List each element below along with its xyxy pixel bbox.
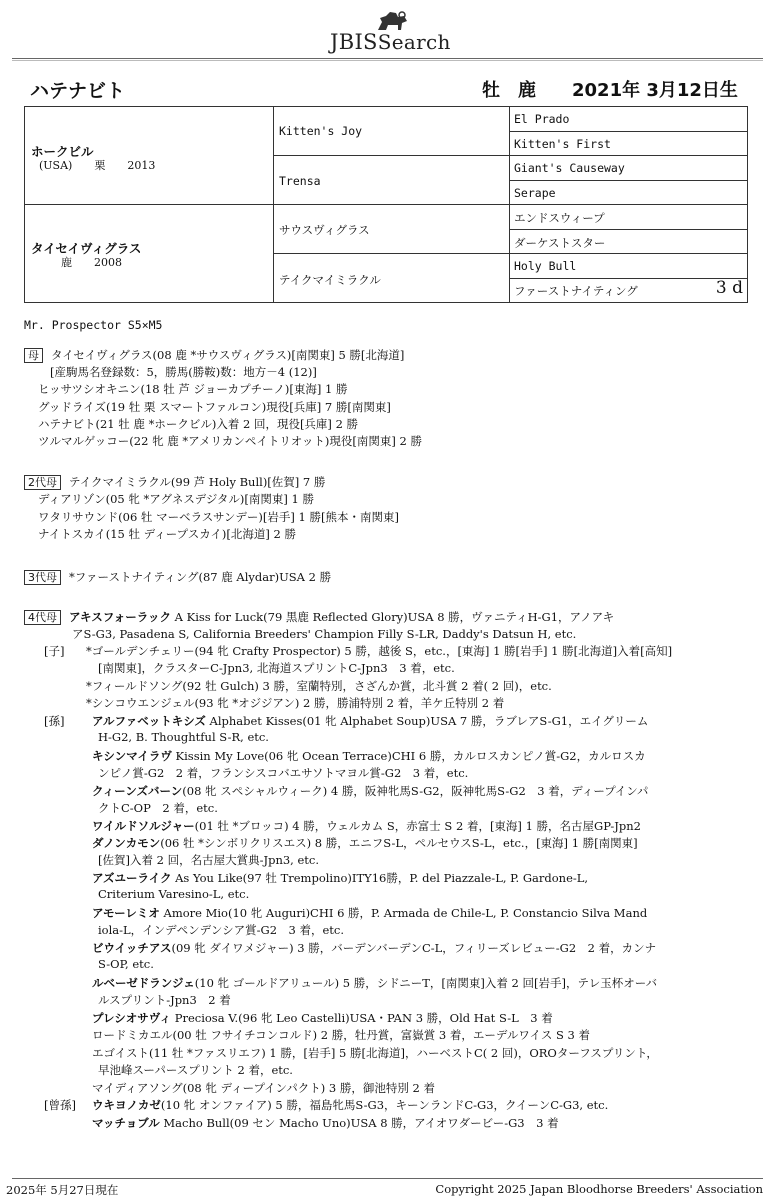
grandchild-8: ビウイッチアス(09 牝 ダイワメジャー) 3 勝，バーデンバーデンC-L，フィリーズレビュー-G2 2 着，カンナ — [92, 941, 657, 955]
g2-name-1[interactable]: Kitten's Joy — [279, 124, 363, 138]
g4dam-head-cont: アS-G3, Pasadena S, California Breeders' Champion Filly S-LR, Daddy's Datsun H, etc. — [72, 627, 577, 641]
grandchild-3-cont: クトC-OP 2 着，etc. — [98, 801, 218, 815]
grandchild-3: クィーンズバーン(08 牝 スペシャルウィーク) 4 勝，阪神牝馬S-G2，阪神牝馬S-G2 3 着，ディープインパ — [92, 784, 649, 798]
g4dam-head: 4代母 アキスフォーラック A Kiss for Luck(79 黒鹿 Reflected Glory)USA 8 勝，ヴァニティH-G1，アノアキ — [24, 609, 614, 625]
g2dam-line-4: ナイトスカイ(15 牡 ディープスカイ)[北海道] 2 勝 — [38, 527, 296, 541]
family-number: 3 d — [715, 278, 743, 298]
grandchild-12-cont: 早池峰スーパースプリント 2 着，etc. — [98, 1063, 293, 1077]
g3-name-6[interactable]: ダーケストスター — [514, 236, 606, 250]
child-3: *シンコウエンジェル(93 牝 *オジジアン) 2 勝，勝浦特別 2 着，羊ケ丘特別 2 着 — [86, 696, 505, 710]
grandchild-6-cont: Criterium Varesino-L, etc. — [98, 887, 250, 901]
grandchild-1: アルファベットキシズ Alphabet Kisses(01 牝 Alphabet Soup)USA 7 勝，ラブレアS-G1，エイグリーム — [92, 714, 649, 728]
grandchild-5: ダノンカモン(06 牡 *シンボリクリスエス) 8 勝，エニフS-L，ペルセウスS-L，etc.，[東海] 1 勝[南関東] — [92, 836, 638, 850]
grandchild-6: アズユーライク As You Like(97 牡 Trempolino)ITY16勝，P. del Piazzale-L, P. Gardone-L, — [92, 871, 589, 885]
g3-cell-3 — [510, 156, 747, 181]
sire-cell — [25, 107, 274, 205]
copyright: Copyright 2025 Japan Bloodhorse Breeders' Association — [435, 1182, 763, 1196]
grandchild-11: ロードミカエル(00 牡 フサイチコンコルド) 2 勝，牡丹賞，富嶽賞 3 着，エーデルワイス S 3 着 — [92, 1028, 591, 1042]
g3-cell-4 — [510, 181, 747, 205]
grandchild-1-cont: H-G2, B. Thoughtful S-R, etc. — [98, 730, 269, 744]
child-1-cont: [南関東]，クラスターC-Jpn3, 北海道スプリントC-Jpn3 3 着，etc. — [98, 661, 455, 675]
great-grandchildren-label: [曾孫] — [44, 1098, 76, 1112]
g2-cell-3 — [274, 205, 510, 254]
grandchildren-label: [孫] — [44, 714, 65, 728]
g3dam-tag: 3代母 — [24, 570, 61, 585]
dam-name[interactable]: タイセイヴィグラス — [31, 241, 142, 256]
child-1: *ゴールデンチェリー(94 牝 Crafty Prospector) 5 勝，越後 S，etc.，[東海] 1 勝[岩手] 1 勝[北海道]入着[高知] — [86, 644, 673, 658]
g3-cell-2 — [510, 132, 747, 156]
g3-name-3[interactable]: Giant's Causeway — [514, 161, 625, 175]
grandchild-10: プレシオサヴィ Preciosa V.(96 牝 Leo Castelli)USA・PAN 3 勝，Old Hat S-L 3 着 — [92, 1011, 553, 1025]
g3-cell-7 — [510, 254, 747, 279]
header-divider-sub — [12, 60, 763, 61]
grandchild-9: ルベーゼドランジェ(10 牝 ゴールドアリュール) 5 勝，シドニーT，[南関東]入着 2 回[岩手]，テレ玉杯オーバ — [92, 976, 658, 990]
pedigree-table — [24, 106, 748, 303]
dam-line-5: ハテナビト(21 牡 鹿 *ホークビル)入着 2 回，現役[兵庫] 2 勝 — [38, 417, 359, 431]
g2-cell-4 — [274, 254, 510, 302]
g3-cell-5 — [510, 205, 747, 230]
horse-name: ハテナビト — [30, 80, 126, 102]
child-2: *フィールドソング(92 牡 Gulch) 3 勝，室蘭特別，さざんか賞，北斗賞 2 着( 2 回)，etc. — [86, 679, 552, 693]
g3dam-line: 3代母 *ファーストナイティング(87 鹿 Alydar)USA 2 勝 — [24, 569, 331, 585]
g3-name-2[interactable]: Kitten's First — [514, 137, 611, 151]
grandchild-7: アモーレミオ Amore Mio(10 牝 Auguri)CHI 6 勝，P. Armada de Chile-L, P. Constancio Silva Mand — [92, 906, 648, 920]
great-grandchild-1: ウキヨノカゼ(10 牝 オンファイア) 5 勝，福島牝馬S-G3，キーンランドC-G3，クイーンC-G3, etc. — [92, 1098, 609, 1112]
g3-cell-8 — [510, 279, 747, 302]
dam-cell — [25, 205, 274, 302]
grandchild-8-cont: S-OP, etc. — [98, 957, 154, 971]
inbreeding-note: Mr. Prospector S5×M5 — [24, 318, 163, 332]
grandchild-12: エゴイスト(11 牡 *ファスリエフ) 1 勝，[岩手] 5 勝[北海道]，ハーベストC( 2 回)，OROターフスプリント， — [92, 1046, 658, 1060]
great-grandchild-2: マッチョブル Macho Bull(09 セン Macho Uno)USA 8 勝，アイオワダービー-G3 3 着 — [92, 1116, 559, 1130]
g2dam-tag: 2代母 — [24, 475, 61, 490]
dam-line-2: [産駒馬名登録数：5，勝馬(勝鞍)数：地方－4 (12)] — [50, 365, 317, 379]
g3-name-4[interactable]: Serape — [514, 186, 556, 200]
g3-cell-6 — [510, 230, 747, 254]
g3-name-5[interactable]: エンドスウィープ — [514, 211, 605, 225]
dam-line-3: ヒッサツシオキニン(18 牡 芦 ジョーカプチーノ)[東海] 1 勝 — [38, 382, 348, 396]
footer-divider — [12, 1178, 763, 1179]
g2dam-line-1: 2代母 テイクマイミラクル(99 芦 Holy Bull)[佐賀] 7 勝 — [24, 474, 325, 490]
dam-line-6: ツルマルゲッコー(22 牝 鹿 *アメリカンペイトリオット)現役[南関東] 2 勝 — [38, 434, 422, 448]
grandchild-4: ワイルドソルジャー(01 牡 *ブロッコ) 4 勝，ウェルカム S，赤富士 S 2 着，[東海] 1 勝，名古屋GP-Jpn2 — [92, 819, 641, 833]
grandchild-2-cont: ンピノ賞-G2 2 着，フランシスコバエサソトマヨル賞-G2 3 着，etc. — [98, 766, 469, 780]
g2-cell-1 — [274, 107, 510, 156]
grandchild-13: マイディアソング(08 牝 ディープインパクト) 3 勝，御池特別 2 着 — [92, 1081, 435, 1095]
g2-name-3[interactable]: サウスヴィグラス — [279, 223, 370, 237]
g3-cell-1 — [510, 107, 747, 132]
report-date: 2025年 5月27日現在 — [6, 1183, 119, 1197]
g2dam-line-3: ワタリサウンド(06 牡 マーベラスサンデー)[岩手] 1 勝[熊本・南関東] — [38, 510, 399, 524]
sire-detail: (USA) 栗 2013 — [39, 159, 156, 172]
grandchild-9-cont: ルスプリント-Jpn3 2 着 — [98, 993, 231, 1007]
g2-name-2[interactable]: Trensa — [279, 174, 321, 188]
dam-line-4: グッドライズ(19 牡 栗 スマートファルコン)現役[兵庫] 7 勝[南関東] — [38, 400, 391, 414]
grandchild-5-cont: [佐賀]入着 2 回，名古屋大賞典-Jpn3, etc. — [98, 853, 320, 867]
g3-name-8[interactable]: ファーストナイティング — [514, 284, 638, 298]
logo-text: JBISSearch — [330, 30, 451, 54]
g3-name-7[interactable]: Holy Bull — [514, 259, 577, 273]
horse-info: 牡 鹿 2021年 3月12日生 — [482, 80, 738, 101]
g2-cell-2 — [274, 156, 510, 205]
g4dam-tag: 4代母 — [24, 610, 61, 625]
dam-detail: 鹿 2008 — [39, 256, 122, 269]
children-label: [子] — [44, 644, 65, 658]
g3-name-1[interactable]: El Prado — [514, 112, 570, 126]
horse-logo-icon — [374, 10, 410, 32]
dam-line-1: 母 タイセイヴィグラス(08 鹿 *サウスヴィグラス)[南関東] 5 勝[北海道] — [24, 347, 404, 363]
sire-name[interactable]: ホークビル — [31, 144, 94, 159]
grandchild-2: キシンマイラヴ Kissin My Love(06 牝 Ocean Terrace)CHI 6 勝，カルロスカンピノ賞-G2，カルロスカ — [92, 749, 646, 763]
g2dam-line-2: ディアリゾン(05 牝 *アグネスデジタル)[南関東] 1 勝 — [38, 492, 315, 506]
dam-tag: 母 — [24, 348, 43, 363]
header-divider — [12, 58, 763, 59]
site-logo[interactable] — [0, 4, 775, 56]
grandchild-7-cont: iola-L，インデペンデンシア賞-G2 3 着，etc. — [98, 923, 345, 937]
g2-name-4[interactable]: テイクマイミラクル — [279, 273, 381, 287]
